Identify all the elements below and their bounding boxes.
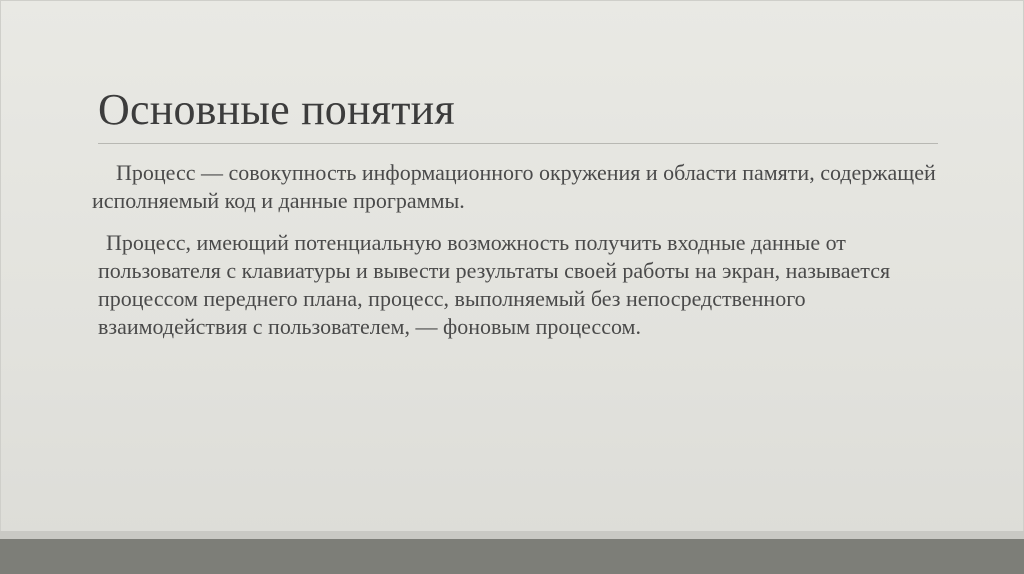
paragraph-foreground-background: Процесс, имеющий потенциальную возможность получить входные данные от пользователя с клавиатуры и вывести результаты своей работы на экран, называется процессом переднего плана, процесс, выполняемый без непосредственного взаимодействия с пользователем, — фоновым процессом.	[98, 230, 891, 339]
slide-body	[92, 159, 952, 341]
paragraph-process-definition: Процесс — совокупность информационного окружения и области памяти, содержащей исполняемый код и данные программы.	[92, 160, 936, 213]
bottom-accent-stripe	[0, 531, 1024, 539]
bottom-footer-bar	[0, 539, 1024, 574]
title-divider	[98, 143, 938, 144]
slide-title: Основные понятия	[98, 85, 455, 134]
